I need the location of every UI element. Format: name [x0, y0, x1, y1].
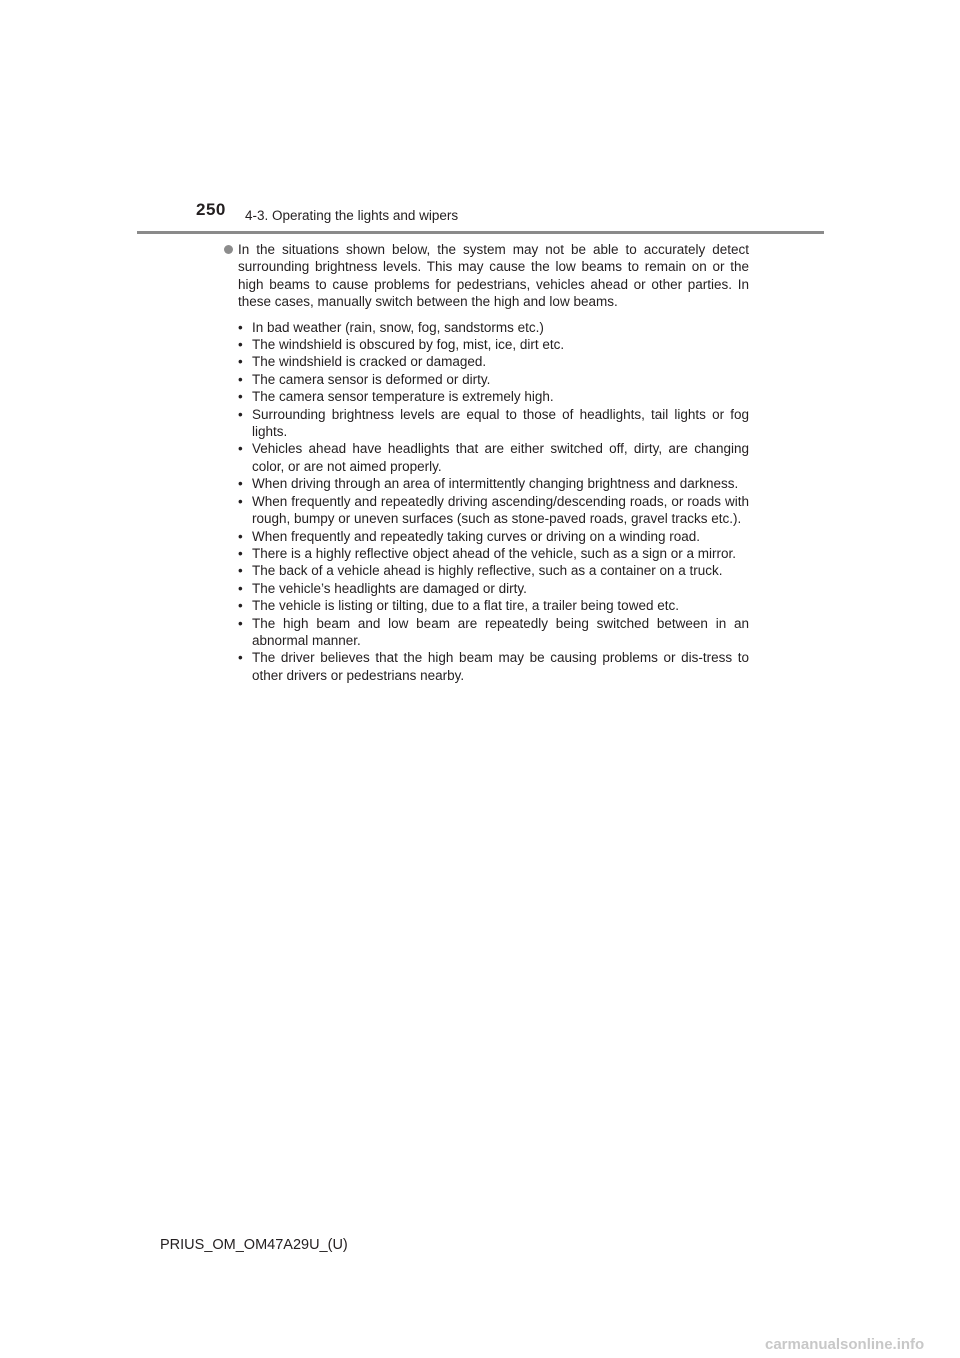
- list-bullet-icon: •: [238, 580, 243, 596]
- list-item: [238, 475, 749, 492]
- list-item-text: The vehicle’s headlights are damaged or dirty.: [252, 580, 527, 596]
- list-bullet-icon: •: [238, 337, 243, 353]
- intro-paragraph: [222, 241, 749, 311]
- list-item: [238, 406, 749, 441]
- list-item: [238, 562, 749, 579]
- list-bullet-icon: •: [238, 354, 243, 370]
- list-item: [238, 545, 749, 562]
- list-item-text: In bad weather (rain, snow, fog, sandstorms etc.): [252, 319, 544, 335]
- watermark-logo: carmanualsonline.info: [765, 1336, 925, 1353]
- list-item: [238, 493, 749, 528]
- list-bullet-icon: •: [238, 319, 243, 335]
- list-item: [238, 388, 749, 405]
- list-item: [238, 649, 749, 684]
- list-bullet-icon: •: [238, 406, 243, 422]
- list-item: [238, 597, 749, 614]
- list-item: [238, 615, 749, 650]
- intro-text: In the situations shown below, the system may not be able to accurately detect surrounding brightness levels. This may cause the low beams to remain on or the high beams to cause problems for pedestrians, vehicles ahead or other parties. In these cases, manually switch between the high and low beams.: [238, 242, 749, 310]
- list-item-text: Surrounding brightness levels are equal to those of headlights, tail lights or fog lights.: [252, 406, 749, 440]
- list-bullet-icon: •: [238, 615, 243, 631]
- list-bullet-icon: •: [238, 476, 243, 492]
- header-divider: [137, 231, 824, 234]
- list-item: [238, 528, 749, 545]
- list-bullet-icon: •: [238, 598, 243, 614]
- list-item: [238, 319, 749, 336]
- list-item: [238, 336, 749, 353]
- list-bullet-icon: •: [238, 545, 243, 561]
- list-bullet-icon: •: [238, 563, 243, 579]
- list-item-text: The camera sensor temperature is extremely high.: [252, 389, 554, 405]
- list-item-text: Vehicles ahead have headlights that are either switched off, dirty, are changing color, or are not aimed properly.: [252, 441, 749, 474]
- document-code: PRIUS_OM_OM47A29U_(U): [160, 1237, 348, 1253]
- list-item-text: The camera sensor is deformed or dirty.: [252, 371, 491, 387]
- list-item-text: The back of a vehicle ahead is highly reflective, such as a container on a truck.: [252, 563, 723, 579]
- bullet-dot-icon: [224, 245, 233, 254]
- page-number: 250: [196, 200, 226, 219]
- list-item-text: The vehicle is listing or tilting, due to a flat tire, a trailer being towed etc.: [252, 598, 679, 614]
- list-item-text: When driving through an area of intermittently changing brightness and darkness.: [252, 476, 739, 492]
- list-bullet-icon: •: [238, 528, 243, 544]
- list-item: [238, 440, 749, 475]
- list-bullet-icon: •: [238, 493, 243, 509]
- list-item-text: There is a highly reflective object ahead of the vehicle, such as a sign or a mirror.: [252, 545, 736, 561]
- list-item-text: The high beam and low beam are repeatedly being switched between in an abnormal manner.: [252, 615, 749, 648]
- list-item-text: The windshield is obscured by fog, mist, ice, dirt etc.: [252, 337, 565, 353]
- list-item: [238, 353, 749, 370]
- list-item: [238, 580, 749, 597]
- list-bullet-icon: •: [238, 371, 243, 387]
- condition-list: [222, 319, 749, 685]
- list-item-text: When frequently and repeatedly driving ascending/descending roads, or roads with rough, bumpy or uneven surfaces (such as stone-paved roads, gravel tracks etc.).: [252, 493, 749, 527]
- section-title: 4-3. Operating the lights and wipers: [245, 208, 459, 223]
- list-bullet-icon: •: [238, 389, 243, 405]
- list-item-text: The windshield is cracked or damaged.: [252, 354, 487, 370]
- main-content: [222, 241, 749, 684]
- list-item: [238, 371, 749, 388]
- list-item-text: The driver believes that the high beam may be causing problems or dis-tress to other drivers or pedestrians nearby.: [252, 650, 749, 683]
- list-bullet-icon: •: [238, 650, 243, 666]
- list-item-text: When frequently and repeatedly taking curves or driving on a winding road.: [252, 528, 701, 544]
- list-bullet-icon: •: [238, 441, 243, 457]
